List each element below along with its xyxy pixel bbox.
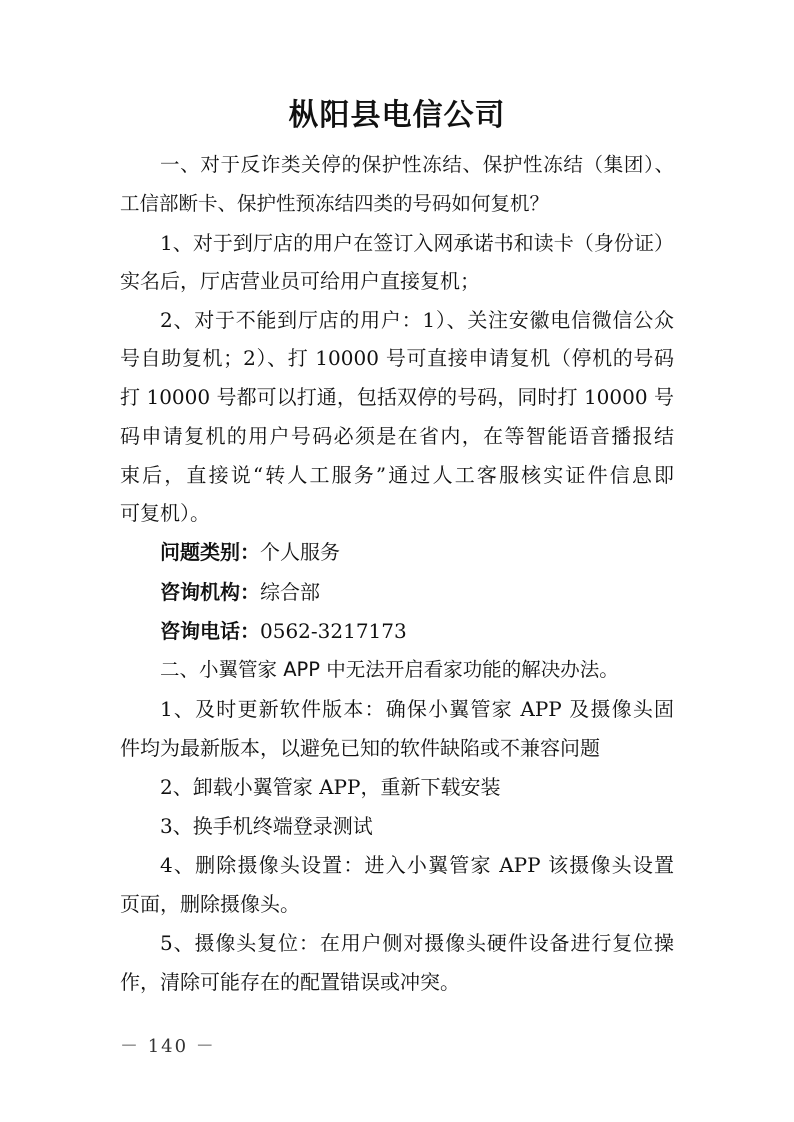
s2-item-2: 2、卸载小翼管家 APP，重新下载安装 (160, 775, 501, 799)
section-2-heading: 二、小翼管家 APP 中无法开启看家功能的解决办法。 (160, 658, 619, 681)
s2-item-4-line-2: 页面，删除摄像头。 (120, 892, 300, 916)
item-2-line-5: 束后，直接说“转人工服务”通过人工客服核实证件信息即 (120, 463, 674, 487)
info-row-organization (160, 579, 320, 605)
s2-item-4-line-1: 4、删除摄像头设置：进入小翼管家 APP 该摄像头设置 (160, 853, 674, 877)
item-2-line-4: 码申请复机的用户号码必须是在省内，在等智能语音播报结 (120, 424, 674, 448)
item-1-line-2: 实名后，厅店营业员可给用户直接复机； (120, 269, 480, 293)
item-2-line-3: 打 10000 号都可以打通，包括双停的号码，同时打 10000 号 (120, 385, 674, 409)
info-label: 咨询机构： (160, 580, 260, 604)
page-number: － 140 － (120, 1036, 216, 1057)
item-2-line-2: 号自助复机；2）、打 10000 号可直接申请复机（停机的号码 (120, 346, 674, 370)
info-value: 个人服务 (260, 540, 340, 564)
s2-item-1-line-2: 件均为最新版本，以避免已知的软件缺陷或不兼容问题 (120, 736, 600, 760)
s2-item-3: 3、换手机终端登录测试 (160, 814, 373, 838)
item-2-line-6: 可复机）。 (120, 501, 210, 525)
item-1-line-1: 1、对于到厅店的用户在签订入网承诺书和读卡（身份证） (160, 231, 674, 255)
section-1-heading-line-2: 工信部断卡、保护性预冻结四类的号码如何复机？ (120, 192, 550, 215)
info-value: 0562-3217173 (260, 619, 407, 643)
info-row-category (160, 539, 340, 565)
s2-item-5-line-1: 5、摄像头复位：在用户侧对摄像头硬件设备进行复位操 (160, 931, 674, 955)
page-title: 枞阳县电信公司 (288, 98, 506, 133)
info-label: 问题类别： (160, 540, 260, 564)
item-2-line-1: 2、对于不能到厅店的用户：1）、关注安徽电信微信公众 (160, 308, 674, 332)
section-1-heading-line-1: 一、对于反诈类关停的保护性冻结、保护性冻结（集团）、 (160, 153, 674, 176)
s2-item-1-line-1: 1、及时更新软件版本：确保小翼管家 APP 及摄像头固 (160, 697, 674, 721)
info-label: 咨询电话： (160, 619, 260, 643)
info-value: 综合部 (260, 580, 320, 604)
info-row-phone (160, 618, 407, 644)
s2-item-5-line-2: 作，清除可能存在的配置错误或冲突。 (120, 970, 460, 994)
